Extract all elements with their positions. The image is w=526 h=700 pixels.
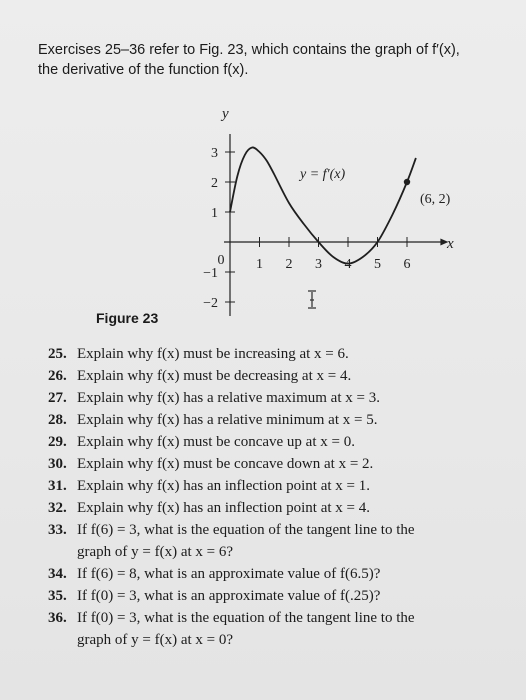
- x-tick-label: 1: [256, 257, 263, 272]
- exercise-list: [48, 343, 518, 651]
- exercise-text: Explain why f(x) has a relative maximum at x = 3.: [77, 390, 380, 406]
- y-tick-label: −2: [203, 296, 218, 311]
- exercise-item: [48, 343, 518, 365]
- derivative-curve: [230, 147, 416, 263]
- exercise-item: [48, 387, 518, 409]
- intro-line-1: Exercises 25–36 refer to Fig. 23, which contains the graph of f′(x),: [38, 42, 460, 58]
- exercise-item: [48, 475, 518, 497]
- curve-label: y = f′(x): [300, 167, 346, 182]
- exercise-text: Explain why f(x) has a relative minimum at x = 5.: [77, 412, 378, 428]
- x-tick-label: 3: [315, 257, 322, 272]
- exercise-text: If f(6) = 8, what is an approximate value of f(6.5)?: [77, 566, 381, 582]
- exercise-text: If f(0) = 3, what is an approximate value of f(.25)?: [77, 588, 381, 604]
- exercise-item: [48, 585, 518, 607]
- exercise-text: Explain why f(x) has an inflection point at x = 4.: [77, 500, 370, 516]
- x-axis-label: x: [447, 236, 454, 252]
- exercise-number: 34.: [48, 566, 67, 582]
- exercise-text: If f(6) = 3, what is the equation of the tangent line to the: [77, 522, 415, 538]
- exercise-item: [48, 563, 518, 585]
- exercise-number: 26.: [48, 368, 67, 384]
- x-tick-label: 2: [285, 257, 293, 272]
- exercise-text: Explain why f(x) must be increasing at x = 6.: [77, 346, 349, 362]
- exercise-text: Explain why f(x) must be decreasing at x = 4.: [77, 368, 352, 384]
- exercise-number: 28.: [48, 412, 67, 428]
- x-tick-label: 6: [403, 257, 411, 272]
- chart-marks: [404, 179, 410, 185]
- intro-line-2: the derivative of the function f(x).: [38, 62, 249, 78]
- exercise-number: 31.: [48, 478, 67, 494]
- exercise-number: 27.: [48, 390, 67, 406]
- exercise-number: 32.: [48, 500, 67, 516]
- x-tick-label: 5: [374, 257, 381, 272]
- figure-caption: Figure 23: [96, 310, 159, 326]
- y-tick-label: 1: [211, 206, 218, 221]
- point-6-2: [404, 179, 410, 185]
- exercise-number: 36.: [48, 610, 67, 626]
- x-tick-label: 4: [344, 257, 352, 272]
- text-cursor-icon: [308, 291, 316, 308]
- y-tick-label: −1: [203, 266, 218, 281]
- exercise-text: If f(0) = 3, what is the equation of the tangent line to the: [77, 610, 415, 626]
- exercise-item: [48, 409, 518, 431]
- exercise-number: 35.: [48, 588, 67, 604]
- exercise-number: 25.: [48, 346, 67, 362]
- exercise-item: [48, 497, 518, 519]
- exercise-text-continued: graph of y = f(x) at x = 0?: [77, 632, 234, 648]
- exercise-item: [48, 365, 518, 387]
- exercise-item: [48, 431, 518, 453]
- exercise-item: [48, 607, 518, 651]
- exercise-text: Explain why f(x) has an inflection point at x = 1.: [77, 478, 370, 494]
- exercise-text: Explain why f(x) must be concave down at x = 2.: [77, 456, 374, 472]
- exercise-number: 30.: [48, 456, 67, 472]
- exercise-number: 29.: [48, 434, 67, 450]
- exercise-text-continued: graph of y = f(x) at x = 6?: [77, 544, 234, 560]
- y-tick-label: 3: [211, 146, 218, 161]
- point-label: (6, 2): [420, 192, 451, 207]
- origin-label: 0: [217, 253, 225, 268]
- y-axis-label: y: [222, 106, 229, 122]
- exercise-text: Explain why f(x) must be concave up at x = 0.: [77, 434, 355, 450]
- exercise-item: [48, 519, 518, 563]
- exercise-number: 33.: [48, 522, 67, 538]
- exercise-item: [48, 453, 518, 475]
- y-tick-label: 2: [211, 176, 218, 191]
- derivative-graph: [0, 0, 526, 340]
